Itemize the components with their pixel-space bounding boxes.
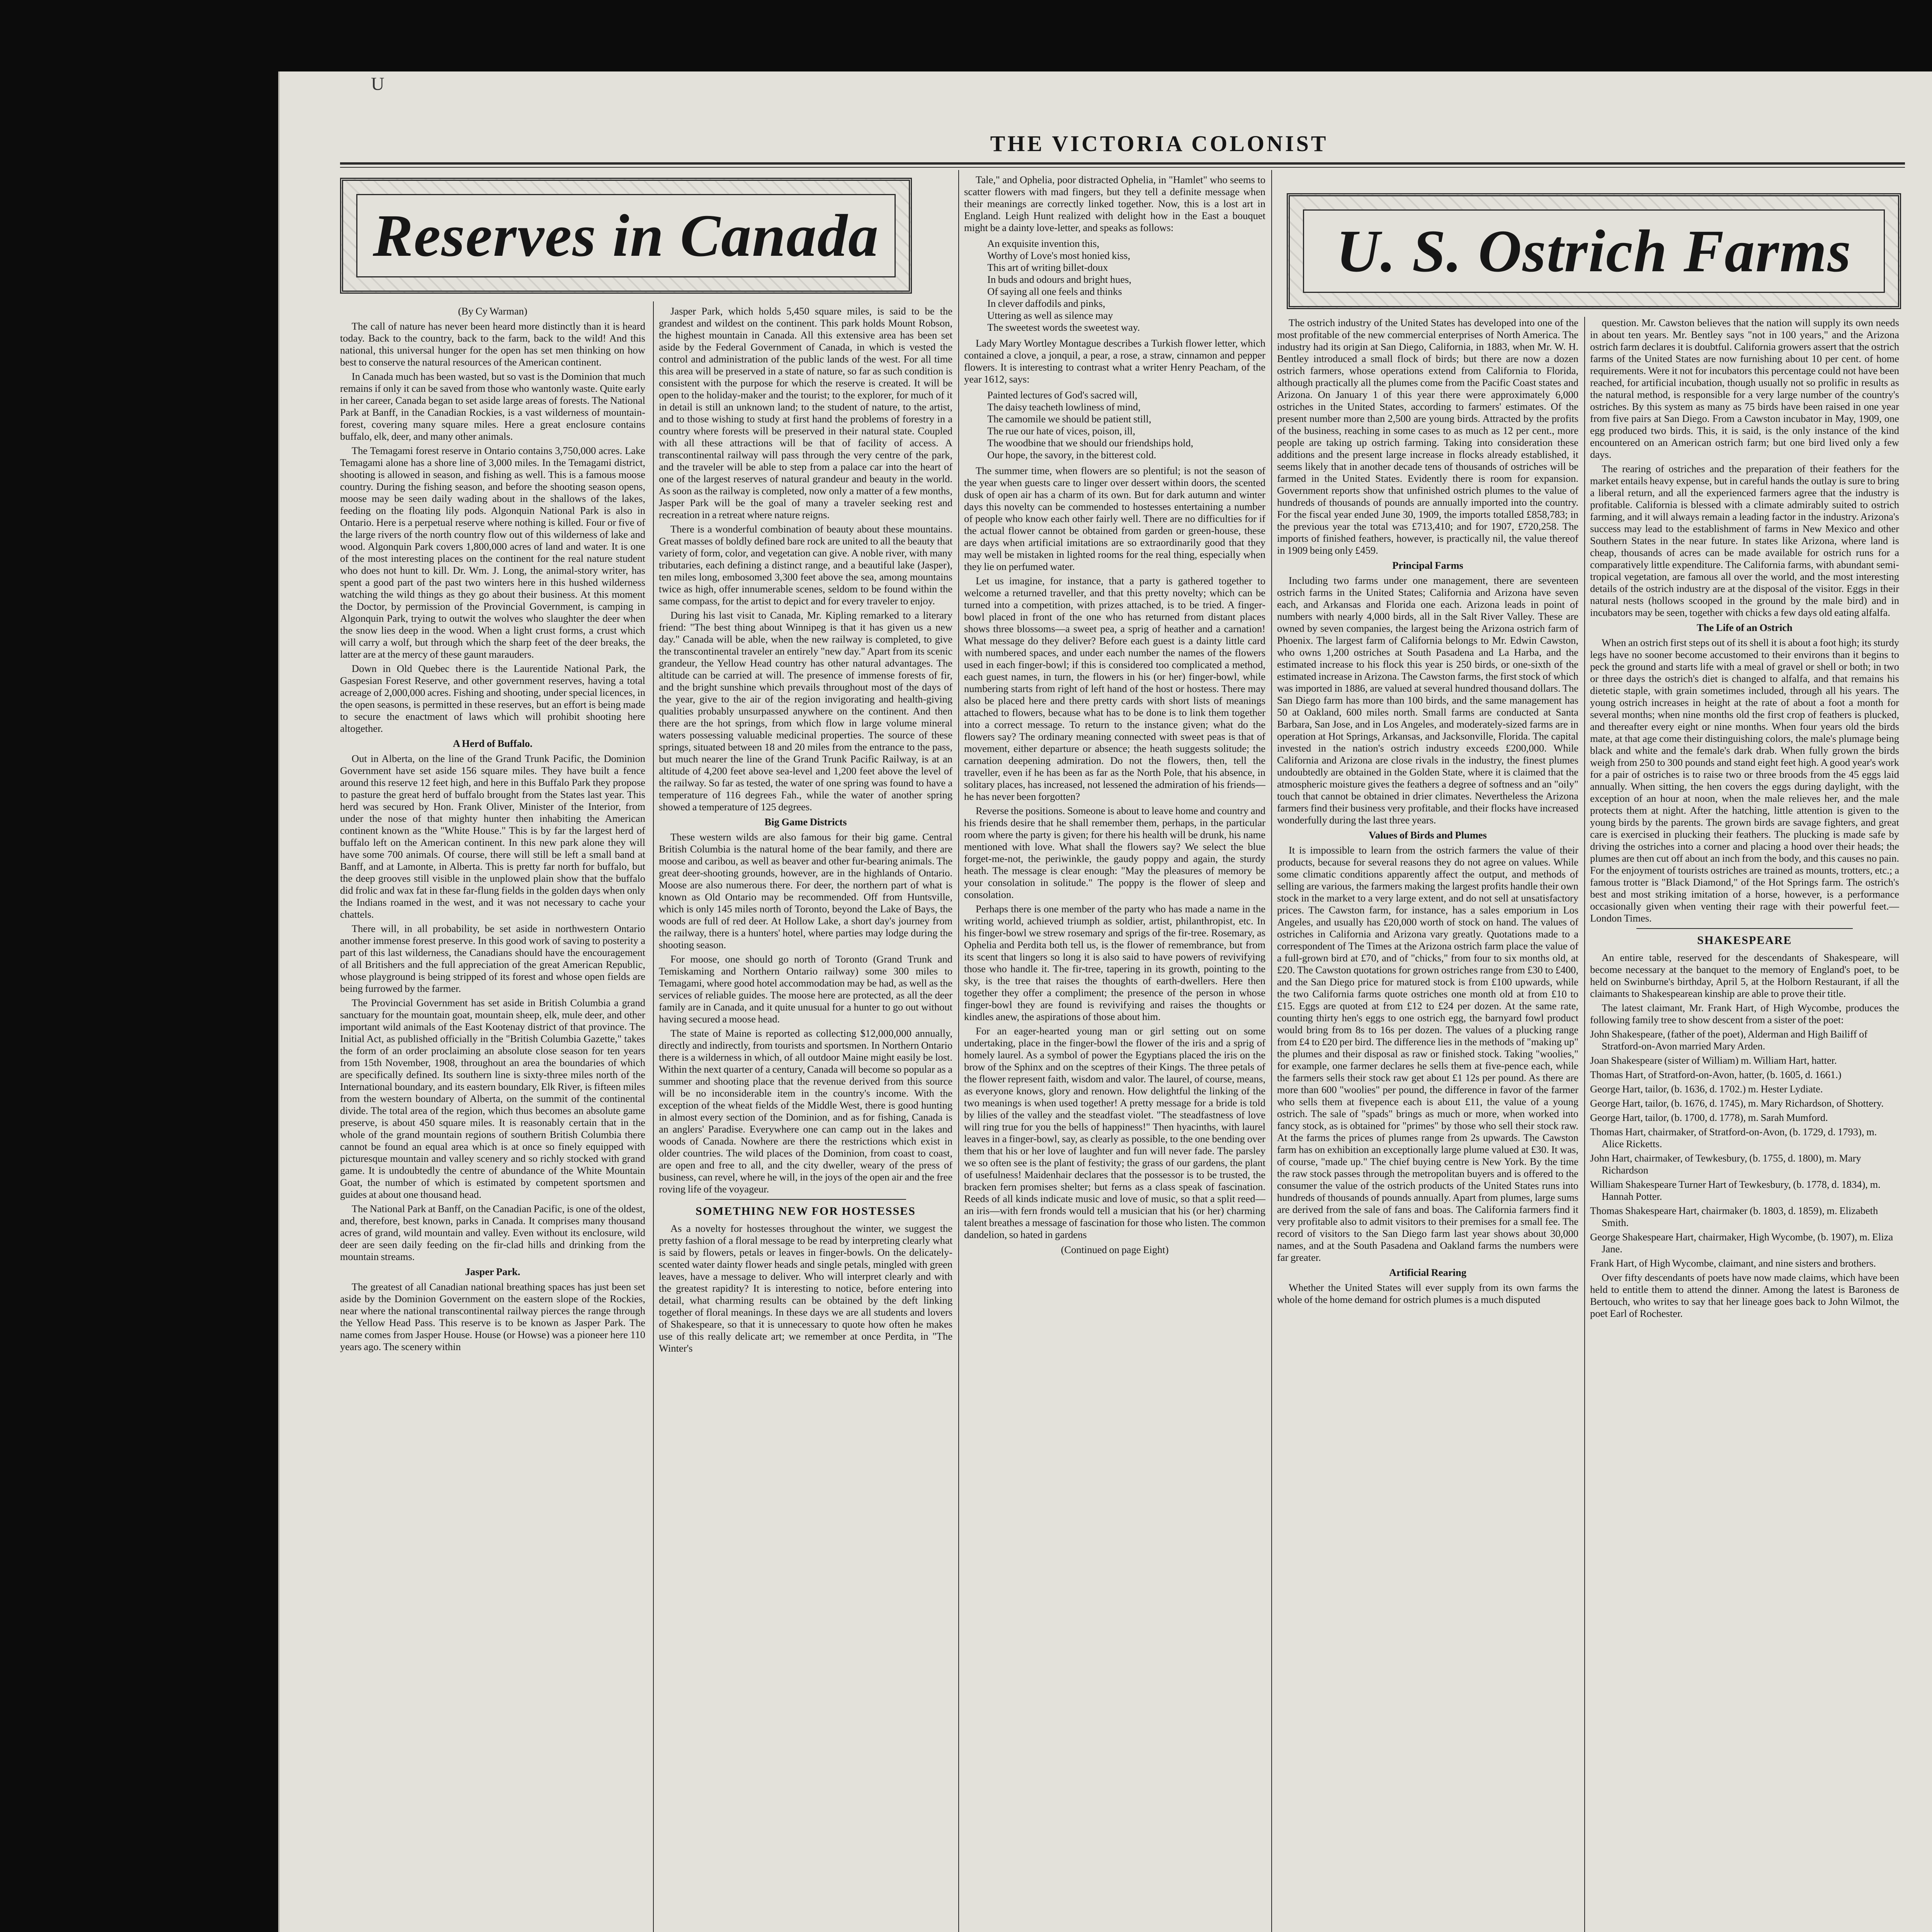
- subhead-herd-of-buffalo: A Herd of Buffalo.: [452, 738, 533, 749]
- paragraph: Out in Alberta, on the line of the Grand Trunk Pacific, the Dominion Government have set aside 156 square miles. They have built a fence around this reserve 12 feet high, and here in this Buffalo Park they propose to pasture the great herd of buffalo brought from the States last year. This herd was secured by Hon. Frank Oliver, Minister of the Interior, from under the nose of that mighty hunter then inhabiting the American continent known as the "White House." This is by far the largest herd of buffalo left on the American continent. In this new park alone they will have some 700 animals. Of course, there will still be left a small band at Banff, and at Lamonte, in Alberta. This is pretty far north for buffalo, but the deep grooves still visible in the unplowed plain show that the buffalo did frolic and wax fat in these far-flung fields in the golden days when only the Indians roamed in the west, and it was not necessary to cache your chattels.: [340, 753, 645, 920]
- subhead-big-game: Big Game Districts: [764, 816, 847, 828]
- ostrich-column-1: [1277, 317, 1578, 1932]
- paragraph: question. Mr. Cawston believes that the nation will supply its own needs in about ten years. Mr. Bentley says "not in 100 years," and the Arizona ostrich farm declares it is doubtful. California growers assert that the ostrich farms of the United States are now furnishing about 10 per cent. of home requirements. Were it not for incubators this percentage could not have been reached, for artificial incubation, though usually not so prolific in results as the natural method, is responsible for a very large number of the country's ostriches. By this system as many as 75 birds have been raised in one year from five pairs at San Diego. From a Cawston incubator in May, 1909, one egg produced two birds. This, it is said, is the only instance of the kind encountered on an American ostrich farm; but one bird lived only a few days.: [1590, 317, 1899, 460]
- paragraph: William Shakespeare Turner Hart of Tewkesbury, (b. 1778, d. 1834), m. Hannah Potter.: [1590, 1179, 1881, 1202]
- subhead-life-of-ostrich: The Life of an Ostrich: [1697, 622, 1793, 633]
- masthead-rule-thin: [340, 167, 1905, 168]
- verse-line: The woodbine that we should our friendships hold,: [987, 437, 1194, 449]
- section-rule: [705, 1199, 906, 1200]
- section-shakespeare: SHAKESPEARE: [1697, 934, 1792, 947]
- verse-line: An exquisite invention this,: [987, 238, 1099, 249]
- paragraph: The Temagami forest reserve in Ontario contains 3,750,000 acres. Lake Temagami alone has a shore line of 3,000 miles. In the Temagami district, shooting is allowed in season, and fishing as well. This is a famous moose country. During the fishing season, and before the shooting season opens, moose may be seen daily wading about in the shallows of the lakes, feeding on the floating lily pods. Algonquin National Park is also in Ontario. Here is a perpetual reserve where nothing is killed. Four or five of the large rivers of the north country flow out of this wilderness of lake and wood. Algonquin Park covers 1,800,000 acres of land and water. It is one of the most interesting places on the continent for the real nature student who does not hunt to kill. Dr. Wm. J. Long, the animal-story writer, has spent a good part of the past two winters here in this hushed wilderness watching the wild things as they go about their business. At this moment the Doctor, by permission of the Provincial Government, is camping in Algonquin Park, trying to outwit the wolves who slaughter the deer when the snow lies deep in the wood. When a light crust forms, a crust which will carry a wolf, but through which the sharp feet of the deer breaks, the latter are at the mercy of these gaunt marauders.: [340, 445, 645, 660]
- verse-line: Painted lectures of God's sacred will,: [987, 389, 1138, 401]
- reserves-headline: Reserves in Canada: [372, 202, 879, 269]
- paragraph: Down in Old Quebec there is the Laurentide National Park, the Gaspesian Forest Reserve, and other government reserves, having a total acreage of 2,000,000 acres. Fishing and shooting, under special licences, in the open seasons, is permitted in these reserves, but an effort is being made to secure the enactment of laws which will prohibit shooting here altogether.: [340, 663, 645, 734]
- byline: (By Cy Warman): [458, 305, 527, 317]
- paragraph: Perhaps there is one member of the party who has made a name in the writing world, achieved triumph as soldier, artist, philanthropist, etc. In his finger-bowl we strew rosemary and sprigs of the fir-tree. Rosemary, as Ophelia and Perdita both tell us, is the flower of remembrance, but from its scent that lingers so long it is also said to have powers of revivifying those who handle it. The fir-tree, tapering in its growth, pointing to the sky, is the tree that raises the thoughts of earth-dwellers. Here then together they offer a compliment; the presence of the person in whose finger-bowl they are found is revivifying and raises the thoughts or kindles anew, the aspirations of those about him.: [964, 903, 1265, 1022]
- section-hostesses: SOMETHING NEW FOR HOSTESSES: [696, 1205, 916, 1218]
- verse-line: Uttering as well as silence may: [987, 310, 1113, 321]
- paragraph: As a novelty for hostesses throughout the winter, we suggest the pretty fashion of a floral message to be read by interpreting clearly what is said by flowers, petals or leaves in finger-bowls. On the delicately-scented water dainty flower heads and single petals, mingled with green leaves, have a message to deliver. Who will interpret clearly and with the greatest rapidity? It is interesting to notice, before entering into detail, what charming results can be obtained by the deft linking together of floral meanings. In these days we are all students and lovers of Shakespeare, so that it is unnecessary to quote how often he makes use of this really delicate art; we remember at once Perdita, in "The Winter's: [659, 1223, 952, 1354]
- paragraph: Over fifty descendants of poets have now made claims, which have been held to entitle them to attend the dinner. Among the latest is Baroness de Bertouch, who writes to say that her lineage goes back to John Wilmot, the poet Earl of Rochester.: [1590, 1272, 1899, 1319]
- paragraph: These western wilds are also famous for their big game. Central British Columbia is the natural home of the bear family, and there are moose and caribou, as well as beaver and other fur-bearing animals. The great deer-shooting grounds, however, are in the highlands of Ontario. Moose are also numerous there. For deer, the northern part of what is known as Old Ontario may be recommended. Off from Huntsville, which is only 145 miles north of Toronto, beyond the Lake of Bays, the woods are full of red deer. At Hollow Lake, a short day's journey from the railway, there is a hunters' hotel, where parties may lodge during the shooting season.: [659, 831, 952, 951]
- verse-line: The daisy teacheth lowliness of mind,: [987, 401, 1141, 413]
- paragraph: The National Park at Banff, on the Canadian Pacific, is one of the oldest, and, therefore, best known, parks in Canada. It comprises many thousand acres of grand, wild mountain and valley. Even without its enclosure, wild deer are seen daily feeding on the fir-clad hills and drinking from the mountain streams.: [340, 1203, 645, 1262]
- paragraph: The rearing of ostriches and the preparation of their feathers for the market entails heavy expense, but in careful hands the outlay is sure to bring a liberal return, and all the experienced farmers agree that the industry is profitable. California is blessed with a climate admirably suited to ostrich farming, and it will always remain a leading factor in the industry. Arizona's success may lead to the establishment of farms in New Mexico and other Southern States in the near future. In states like Arizona, where land is cheap, thousands of acres can be made available for ostrich runs for a comparatively little expenditure. The California farms, with abundant semi-tropical vegetation, are famous all over the world, and the most interesting details of the ostrich industry are at the disposal of the visitor. Eggs in their natural nests (hollows scooped in the ground by the male bird) and in incubators may be seen, together with chicks a few days old eating alfalfa.: [1590, 463, 1899, 618]
- paragraph: George Hart, tailor, (b. 1676, d. 1745), m. Mary Richardson, of Shottery.: [1590, 1097, 1884, 1109]
- verse-line: This art of writing billet-doux: [987, 262, 1108, 273]
- verse-line: The sweetest words the sweetest way.: [987, 321, 1140, 333]
- paragraph: Frank Hart, of High Wycombe, claimant, and nine sisters and brothers.: [1590, 1257, 1876, 1269]
- paragraph: During his last visit to Canada, Mr. Kipling remarked to a literary friend: "The best thing about Winnipeg is that it has given us a new day." Canada will be able, when the new railway is completed, to give the transcontinental traveler an entirely "new day." Apart from its scenic grandeur, the Yellow Head country has other natural advantages. The altitude can be carried at will. The presence of immense forests of fir, and the bright sunshine which prevails throughout most of the days of the year, give to the air of the region invigorating and health-giving qualities probably unsurpassed anywhere on the continent. And then there are the hot springs, from which flow in large volume mineral waters possessing valuable medicinal properties. The source of these springs, situated between 18 and 20 miles from the entrance to the pass, but much nearer the line of the Grand Trunk Pacific Railway, is at an altitude of 4,200 feet above sea-level and 1,200 feet above the level of the railway. So far as tested, the water of one spring was found to have a temperature of 116 degrees Fah., while the water of another spring showed a temperature of 125 degrees.: [659, 609, 952, 813]
- ostrich-headline: U. S. Ostrich Farms: [1336, 218, 1852, 284]
- paragraph: The state of Maine is reported as collecting $12,000,000 annually, directly and indirectly, from tourists and sportsmen. In Northern Ontario there is a wilderness in which, of all outdoor Maine might easily be lost. Within the next quarter of a century, Canada will become so popular as a summer and shooting place that the revenue derived from this source will be no inconsiderable item in the country's income. With the exception of the wheat fields of the Middle West, there is good hunting in almost every section of the Dominion, and as for fishing, Canada is an anglers' Paradise. Everywhere one can camp out in the lakes and woods of Canada. Nowhere are there the restrictions which exist in older countries. The wild places of the Dominion, from coast to coast, are open and free to all, and the city dweller, weary of the press of business, can revel, where he will, in the joys of the open air and the free roving life of the voyageur.: [659, 1027, 952, 1195]
- verse-line: The rue our hate of vices, poison, ill,: [987, 425, 1136, 437]
- paragraph: Lady Mary Wortley Montague describes a Turkish flower letter, which contained a clove, a jonquil, a pear, a rose, a straw, cinnamon and pepper flowers. It is interesting to contrast what a writer Henry Peacham, of the year 1612, says:: [964, 337, 1265, 385]
- masthead-rule: [340, 162, 1905, 165]
- column-rule: [1271, 170, 1272, 1932]
- reserves-column-1: [340, 305, 645, 1932]
- paragraph: In Canada much has been wasted, but so vast is the Dominion that much remains if only it can be saved from those who wantonly waste. Quite early in her career, Canada began to set aside large areas of forests. The National Park at Banff, in the Canadian Rockies, is a vast wilderness of mountain-forest, covering many square miles. Here a great enclosure contains buffalo, elk, deer, and many other animals.: [340, 371, 645, 442]
- paragraph: Reverse the positions. Someone is about to leave home and country and his friends desire that he shall remember them, perhaps, in the particular room where the party is given; for there his health will be drunk, his name mentioned with love. What shall the flowers say? We select the blue forget-me-not, the periwinkle, the gaudy poppy and again, the sturdy heath. The message is clear enough: "May the pleasures of memory be your consolation in solitude." The poppy is the flower of sleep and consolation.: [964, 805, 1265, 900]
- paragraph: Joan Shakespeare (sister of William) m. William Hart, hatter.: [1590, 1054, 1837, 1066]
- paragraph: The greatest of all Canadian national breathing spaces has just been set aside by the Dominion Government on the eastern slope of the Rockies, near where the national transcontinental railway pierces the range through the Yellow Head Pass. This reserve is to be known as Jasper Park. The name comes from Jasper House. House (or Howse) was a pioneer here 110 years ago. The scenery within: [340, 1281, 645, 1352]
- subhead-values: Values of Birds and Plumes: [1369, 829, 1487, 841]
- reserves-column-2: [659, 305, 952, 1932]
- verse-line: The camomile we should be patient still,: [987, 413, 1151, 425]
- poem-peacham: [987, 389, 1265, 461]
- paragraph: Including two farms under one management, there are seventeen ostrich farms in the United States; California and Arizona have seven each, and Arkansas and Florida one each. Arizona leads in point of numbers with nearly 4,000 birds, all in the Salt River Valley. These are owned by seven companies, the largest being the Arizona ostrich farm of Phoenix. The largest farm of California belongs to Mr. Edwin Cawston, who owns 1,200 ostriches at South Pasadena and La Harba, and the estimated increase to his flock this year is 250 birds, or one-sixth of the estimated increase in Arizona. The Cawston farms, the first stock of which was imported in 1886, are valued at several hundred thousand dollars. The San Diego farm has more than 100 birds, and the same management has 50 at Oakland, 600 miles north. Small farms are conducted at Santa Barbara, San Jose, and in Los Angeles, and moderately-sized farms are in operation at Hot Springs, Arkansas, and Jacksonville, Florida. The capital invested in the nation's ostrich industry exceeds £200,000. While California and Arizona are close rivals in the industry, the finest plumes undoubtedly are obtained in the Golden State, where it is claimed that the atmospheric moisture gives the feathers a degree of softness and an "oily" touch that cannot be obtained in drier climates. Nevertheless the Arizona farmers find their business very profitable, and their flocks have increased wonderfully during the last three years.: [1277, 575, 1578, 826]
- paragraph: The Provincial Government has set aside in British Columbia a grand sanctuary for the mountain goat, mountain sheep, elk, mule deer, and other important wild animals of the East Kootenay district of that province. The Initial Act, as published officially in the "British Columbia Gazette," takes the form of an order proclaiming an absolute close season for ten years from 15th November, 1908, throughout an area the boundaries of which are specifically defined. Its southern line is sixty-three miles north of the International boundary, and its eastern boundary, Elk River, is fifteen miles from the western boundary of Alberta, on the summit of the continental divide. The total area of the region, which thus becomes an absolute game preserve, is about 450 square miles. It is reasonably certain that in the whole of the grand mountain regions of southern British Columbia there cannot be found an equal area which is at once so finely equipped with picturesque mountain and valley scenery and so richly stocked with grand game. It is undoubtedly the centre of abundance of the White Mountain Goat, the number of which is estimated by competent sportsmen and guides at about one thousand head.: [340, 997, 645, 1200]
- ostrich-headline-box: [1287, 193, 1901, 309]
- paragraph: An entire table, reserved for the descendants of Shakespeare, will become necessary at the banquet to the memory of England's poet, to be held on Swinburne's birthday, April 5, at the Holborn Restaurant, if all the claimants to Shakespearean kinship are able to prove their title.: [1590, 952, 1899, 999]
- paragraph: There will, in all probability, be set aside in northwestern Ontario another immense forest preserve. In this good work of saving to posterity a part of this last wilderness, the Canadians should have the encouragement of all Britishers and the full appreciation of the great American Republic, whose playground is being stripped of its forest and whose open fields are being furrowed by the farmer.: [340, 923, 645, 994]
- paragraph: John Hart, chairmaker, of Tewkesbury, (b. 1755, d. 1800), m. Mary Richardson: [1590, 1152, 1861, 1176]
- paragraph: Let us imagine, for instance, that a party is gathered together to welcome a returned traveller, and that this pretty novelty; which can be turned into a competition, with prizes attached, is to be tried. A finger-bowl placed in front of the one who has returned from distant places shows three blossoms—a sweet pea, a sprig of heather and a carnation! What message do they deliver? Before each guest is a dainty little card with numbered spaces, and under each number the names of the flowers used in each finger-bowl; if this is considered too complicated a method, each guest names, in turn, the flowers in his (or her) finger-bowl, while numbering starts from right of left hand of the host or hostess. There may also be placed here and there pretty cards with short lists of meanings attached to flowers, because what has to be done is to link them together into a correct message. To return to the instance given; what do the flowers say? The ordinary meaning connected with sweet peas is that of movement, either departure or absence; the heath suggests solitude; the carnation deepening admiration. Do not the flowers, then, tell the traveller, even if he has been as far as the North Pole, that his absence, in solitary places, has increased, not lessened the admiration of his friends—he has never been forgotten?: [964, 575, 1265, 802]
- subhead-principal-farms: Principal Farms: [1392, 560, 1463, 571]
- paragraph: The latest claimant, Mr. Frank Hart, of High Wycombe, produces the following family tree to show descent from a sister of the poet:: [1590, 1002, 1899, 1026]
- reserves-headline-box: [340, 178, 912, 294]
- paragraph: Thomas Hart, chairmaker, of Stratford-on-Avon, (b. 1729, d. 1793), m. Alice Ricketts.: [1590, 1126, 1877, 1150]
- paragraph: Tale," and Ophelia, poor distracted Ophelia, in "Hamlet" who seems to scatter flowers with mad fingers, but they tell a definite message when their meanings are correctly linked together. Now, this is a lost art in England. Leigh Hunt realized with delight how in the East a bouquet might be a dainty love-letter, and speaks as follows:: [964, 174, 1265, 233]
- verse-line: In clever daffodils and pinks,: [987, 298, 1105, 309]
- subhead-jasper-park: Jasper Park.: [465, 1266, 520, 1277]
- subhead-artificial-rearing: Artificial Rearing: [1389, 1267, 1466, 1278]
- paragraph: Jasper Park, which holds 5,450 square miles, is said to be the grandest and wildest on the continent. This park holds Mount Robson, the highest mountain in Canada. All this extensive area has been set aside by the Federal Government of Canada, in which is vested the control and administration of the public lands of the west. For all time this area will be preserved in a state of nature, so far as such condition is consistent with the purpose for which the reserve is created. It will be open to the holiday-maker and the tourist; to the explorer, for much of it in detail is still an unknown land; to the student of nature, to the artist, and to those wishing to study at first hand the problems of forestry in a country where forests will be preserved in their natural state. Coupled with all these attractions will be that of facility of access. A transcontinental railway will pass through the very centre of the park, and the traveler will be able to step from a palace car into the heart of one of the largest reserves of natural grandeur and beauty in the world. As soon as the railway is completed, now only a matter of a few months, Jasper Park will be the goal of many a traveler seeking rest and recreation in a retreat where nature reigns.: [659, 305, 952, 520]
- verse-line: Of saying all one feels and thinks: [987, 286, 1122, 297]
- paragraph: For moose, one should go north of Toronto (Grand Trunk and Temiskaming and Northern Ontario railway) some 300 miles to Temagami, where good hotel accommodation may be had, as well as the services of reliable guides. The moose here are protected, as all the deer family are in Canada, and it quite unusual for a hunter to go out without having secured a moose head.: [659, 953, 952, 1025]
- paragraph: Thomas Shakespeare Hart, chairmaker (b. 1803, d. 1859), m. Elizabeth Smith.: [1590, 1205, 1878, 1228]
- verse-line: Worthy of Love's most honied kiss,: [987, 250, 1131, 261]
- paragraph: Whether the United States will ever supply from its own farms the whole of the home demand for ostrich plumes is a much disputed: [1277, 1282, 1578, 1305]
- paragraph: It is impossible to learn from the ostrich farmers the value of their products, because for several reasons they do not agree on values. While some climatic conditions apparently affect the output, and methods of selling are various, the farmers making the largest profits handle their own stock in the market to a very large extent, and do not sell at unsatisfactory prices. The Cawston farm, for instance, has a sales emporium in Los Angeles, and usually has £20,000 worth of stock on hand. The values of ostriches in California and Arizona vary greatly. Quotations made to a correspondent of The Times at the Arizona ostrich farm place the value of a full-grown bird at £70, and of "chicks," from four to six months old, at £20. The Cawston quotations for grown ostriches range from £30 to £400, and the San Diego price for matured stock is from £100 upwards, while the two California farms quote ostriches one month old at from £10 to £15. Eggs are quoted at from £12 to £24 per dozen. At the same rate, counting thirty hen's eggs to one ostrich egg, the barnyard fowl product would bring from 8s to 16s per dozen. The values of a plucking range from £4 to £20 per bird. The difference lies in the methods of "making up" the plumes and their disposal as raw or finished stock. Taking "woolies," for example, one farmer declares he sells them at five-pence each, while the farmers sells their stock raw get about £1 12s per pound. As there are more than 600 "woolies" per pound, the difference in favor of the farmer who sells them at fivepence each is about £11, the value of a young ostrich. The sale of "spads" brings as much or more, when worked into fancy stock, as is obtained for "primes" by those who sell their stock raw. At the farms the prices of plumes range from 2s upwards. The Cawston farm has on exhibition an exceptionally large plume valued at £30. It was, of course, "made up." The chief buying centre is New York. By the time the raw stock passes through the metropolitan buyers and is offered to the consumer the value of the ostrich products of the United States runs into hundreds of thousands of pounds annually. Apart from plumes, large sums are derived from the sale of fans and boas. The California farmers find it very profitable also to admit visitors to their premises for a small fee. The record of visitors to the San Diego farm last year shows about 30,000 names, and at the South Pasadena and Oakland farms the numbers were far greater.: [1277, 844, 1578, 1263]
- paragraph: John Shakespeare, (father of the poet), Alderman and High Bailiff of Stratford-on-Avon married Mary Arden.: [1590, 1028, 1868, 1052]
- paragraph: Thomas Hart, of Stratford-on-Avon, hatter, (b. 1605, d. 1661.): [1590, 1069, 1842, 1080]
- column-rule: [653, 301, 654, 1932]
- poem-leigh-hunt: [987, 238, 1265, 333]
- paragraph: The summer time, when flowers are so plentiful; is not the season of the year when guests care to linger over dessert within doors, the scented dusk of open air has a charm of its own. But for dark autumn and winter days this novelty can be commended to hostesses entertaining a number of people who know each other fairly well. There are no difficulties for if the actual flower cannot be obtained from garden or green-house, these are days when artificial imitations are so extraordinarily good that they may well be mistaken in lighted rooms for the real thing, especially when they lie on perfumed water.: [964, 465, 1265, 572]
- column-rule: [1584, 317, 1585, 1932]
- paragraph: The ostrich industry of the United States has developed into one of the most profitable of the new commercial enterprises of North America. The industry had its origin at San Diego, California, in 1883, when Mr. W. H. Bentley introduced a small flock of birds; but there are now a dozen ostrich farmers, whose operations extend from California to Florida, although practically all the plumes come from the Pacific Coast states and Arizona. On January 1 of this year there were approximately 6,000 ostriches in the United States, according to farmers' estimates. Of the present number more than 2,500 are young birds. Attracted by the profits of the business, reaching in some cases to as much as 12 per cent., more people are taking up ostrich farming. Taking into consideration these additions and the present large increase in flocks already established, it seems likely that in another decade tens of thousands of ostriches will be farmed in the United States. Evidently there is room for expansion. Government reports show that unfinished ostrich plumes to the value of hundreds of thousands of pounds are annually imported into the country. For the fiscal year ended June 30, 1909, the imports totalled £858,783; in the previous year the total was £713,410; and for 1907, £720,258. The imports of finished feathers, however, is practically nil, the value thereof in 1909 being only £459.: [1277, 317, 1578, 556]
- masthead: THE VICTORIA COLONIST: [990, 131, 1328, 156]
- continued-note: (Continued on page Eight): [1061, 1244, 1169, 1255]
- ostrich-column-2: [1590, 317, 1899, 1932]
- hostesses-column: [964, 174, 1265, 1932]
- column-rule: [958, 170, 959, 1932]
- tear-mark: U: [371, 74, 384, 94]
- verse-line: In buds and odours and bright hues,: [987, 274, 1132, 285]
- paragraph: George Hart, tailor, (b. 1700, d. 1778), m. Sarah Mumford.: [1590, 1112, 1828, 1123]
- section-rule: [1636, 928, 1853, 929]
- paragraph: There is a wonderful combination of beauty about these mountains. Great masses of boldly defined bare rock are united to all the beauty that variety of form, color, and vegetation can give. A noble river, with many tributaries, each defining a distinct range, and a beautiful lake (Jasper), ten miles long, embosomed 3,300 feet above the sea, among mountains twice as high, offer innumerable scenes, seldom to be found within the same compass, for the artist to depict and for every traveler to enjoy.: [659, 523, 952, 607]
- verse-line: Our hope, the savory, in the bitterest cold.: [987, 449, 1156, 461]
- paragraph: For an eager-hearted young man or girl setting out on some undertaking, place in the finger-bowl the flower of the iris and a sprig of homely laurel. As a symbol of power the Egyptians placed the iris on the brow of the Sphinx and on the sceptres of their Kings. The three petals of the flower represent faith, wisdom and valor. The laurel, of course, means, as everyone knows, glory and renown. How delightful the linking of the two meanings is when used together! A pretty message for a bride is told by lilies of the valley and the steadfast violet. "The steadfastness of love will ring true for you the bells of happiness!" Then hyacinths, with laurel leaves in a finger-bowl, say, as clearly as possible, to the one bending over them that his or her love of laughter and fun will never fade. The parsley we so often see is the plant of festivity; the grass of our gardens, the plant of usefulness! Maidenhair declares that the possessor is to be trusted, the bracken fern promises shelter; but ferns as a class speak of fascination. Reeds of all kinds indicate music and love of music, so that a split reed—an iris—with fern fronds would tell a musician that his (or her) charming talent breathes a message of fascination for those who listen. The common dandelion, so hated in gardens: [964, 1025, 1265, 1240]
- paragraph: George Shakespeare Hart, chairmaker, High Wycombe, (b. 1907), m. Eliza Jane.: [1590, 1231, 1893, 1255]
- paragraph: George Hart, tailor, (b. 1636, d. 1702.) m. Hester Lydiate.: [1590, 1083, 1823, 1095]
- paragraph: The call of nature has never been heard more distinctly than it is heard today. Back to the country, back to the farm, back to the wild! And this national, this universal hunger for the open has set men thinking on how best to conserve the natural resources of the American continent.: [340, 320, 645, 368]
- paragraph: When an ostrich first steps out of its shell it is about a foot high; its sturdy legs have no sooner become accustomed to their environs than it begins to peck the ground and starts life with a meal of gravel or shell or both; in two or three days the ostrich's diet is changed to alfalfa, and that remains his dietetic staple, with grain sometimes included, through all his years. The young ostrich increases in height at the rate of about a foot a month for several months; when nine months old the first crop of feathers is plucked, and thereafter every eight or nine months. When four years old the birds mate, at that age come their distinguishing colors, the male's plumage being black and white and the female's dark drab. When fully grown the birds weigh from 250 to 300 pounds and stand eight feet high. A good year's work for a pair of ostriches is to raise two or three broods from the 45 eggs laid annually. When sitting, the hen covers the eggs during daylight, with the exception of an hour at noon, when the male relieves her, and the male protects them at night. After the hatching, little attention is given to the young birds by the parents. The grown birds are savage fighters, and great care is exercised in plucking their feathers. The plucking is made safe by driving the ostriches into a corner and placing a hood over their heads; the plumes are then cut off about an inch from the body, and this causes no pain. For the enjoyment of tourists ostriches are trained as mounts, trotters, etc.; a famous trotter is "Black Diamond," of the Hot Springs farm. The ostrich's best and most striking imitation of a horse, however, is a performance occasionally given when venting their rage with their powerful feet.—London Times.: [1590, 637, 1899, 924]
